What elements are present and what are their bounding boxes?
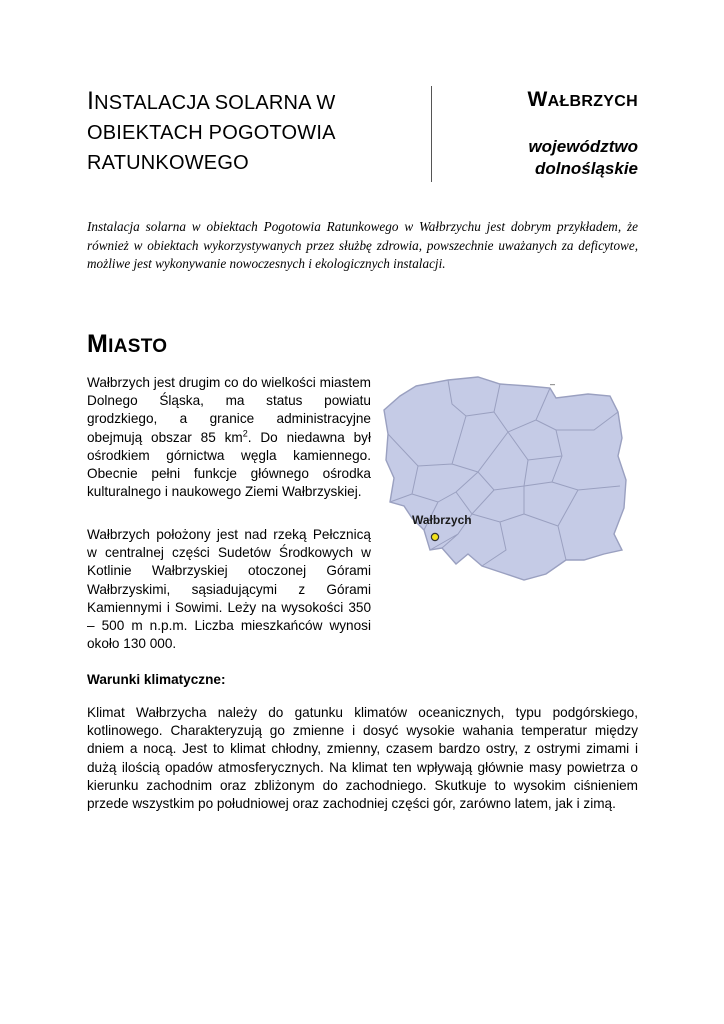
city-paragraph-2: Wałbrzych położony jest nad rzeką Pełcznicą w centralnej części Sudetów Środkowych w Kotlinie Wałbrzyskiej otoczonej Górami Wałbrzyskimi, sąsiadującymi z Górami Kamiennymi i Sowimi. Leży na wysokości 350 – 500 m n.p.m. Liczba mieszkańców wynosi około 130 000. [87,527,371,652]
region-name: województwo dolnośląskie [528,137,638,178]
title-line-3: RATUNKOWEGO [87,152,249,174]
header-divider [431,86,432,182]
title-line-1: INSTALACJA SOLARNA W [87,87,336,115]
map-mark [550,384,555,385]
map-location-marker [431,533,438,540]
city-title: WAŁBRZYCH [527,88,638,111]
city-paragraph-1: Wałbrzych jest drugim co do wielkości miastem Dolnego Śląska, ma status powiatu grodzkiego, a granice administracyjne obejmują obszar 85 $km^2$. Do niedawna był ośrodkiem górnictwa węgla kamiennego. Obecnie pełni funkcje głównego ośrodka kulturalnego i naukowego Ziemi Wałbrzyskiej. [87,375,371,500]
document-title [87,86,417,178]
climate-paragraph: Klimat Wałbrzycha należy do gatunku klimatów oceanicznych, typu podgórskiego, kotlinowego. Charakteryzują go zmienne i dosyć wysokie wahania temperatur między dniem a nocą. Jest to klimat chłodny, zmienny, czasem bardzo ostry, z ostrymi zimami i dużą ilością opadów atmosferycznych. Na klimat ten wpływają głównie masy powietrza o kierunku zachodnim oraz zbliżonym do zachodniego. Skutkuje to wysokim ciśnieniem przede wszystkim po południowej oraz zachodniej części gór, zarówno latem, jak i zimą. [87,705,638,812]
poland-map [378,374,638,584]
poland-outline [384,377,626,580]
climate-heading: Warunki klimatyczne: [87,672,226,687]
section-heading-miasto: MIASTO [87,330,168,358]
title-line-2: OBIEKTACH POGOTOWIA [87,122,336,144]
poland-country-shape [384,377,626,580]
map-city-label: Wałbrzych [412,513,472,527]
header-location [440,86,638,180]
intro-paragraph: Instalacja solarna w obiektach Pogotowia Ratunkowego w Wałbrzychu jest dobrym przykładem, że również w obiektach wykorzystywanych przez służbę zdrowia, powszechnie uważanych za deficytowe, możliwe jest wykonywanie nowoczesnych i ekologicznych instalacji. [87,219,638,271]
